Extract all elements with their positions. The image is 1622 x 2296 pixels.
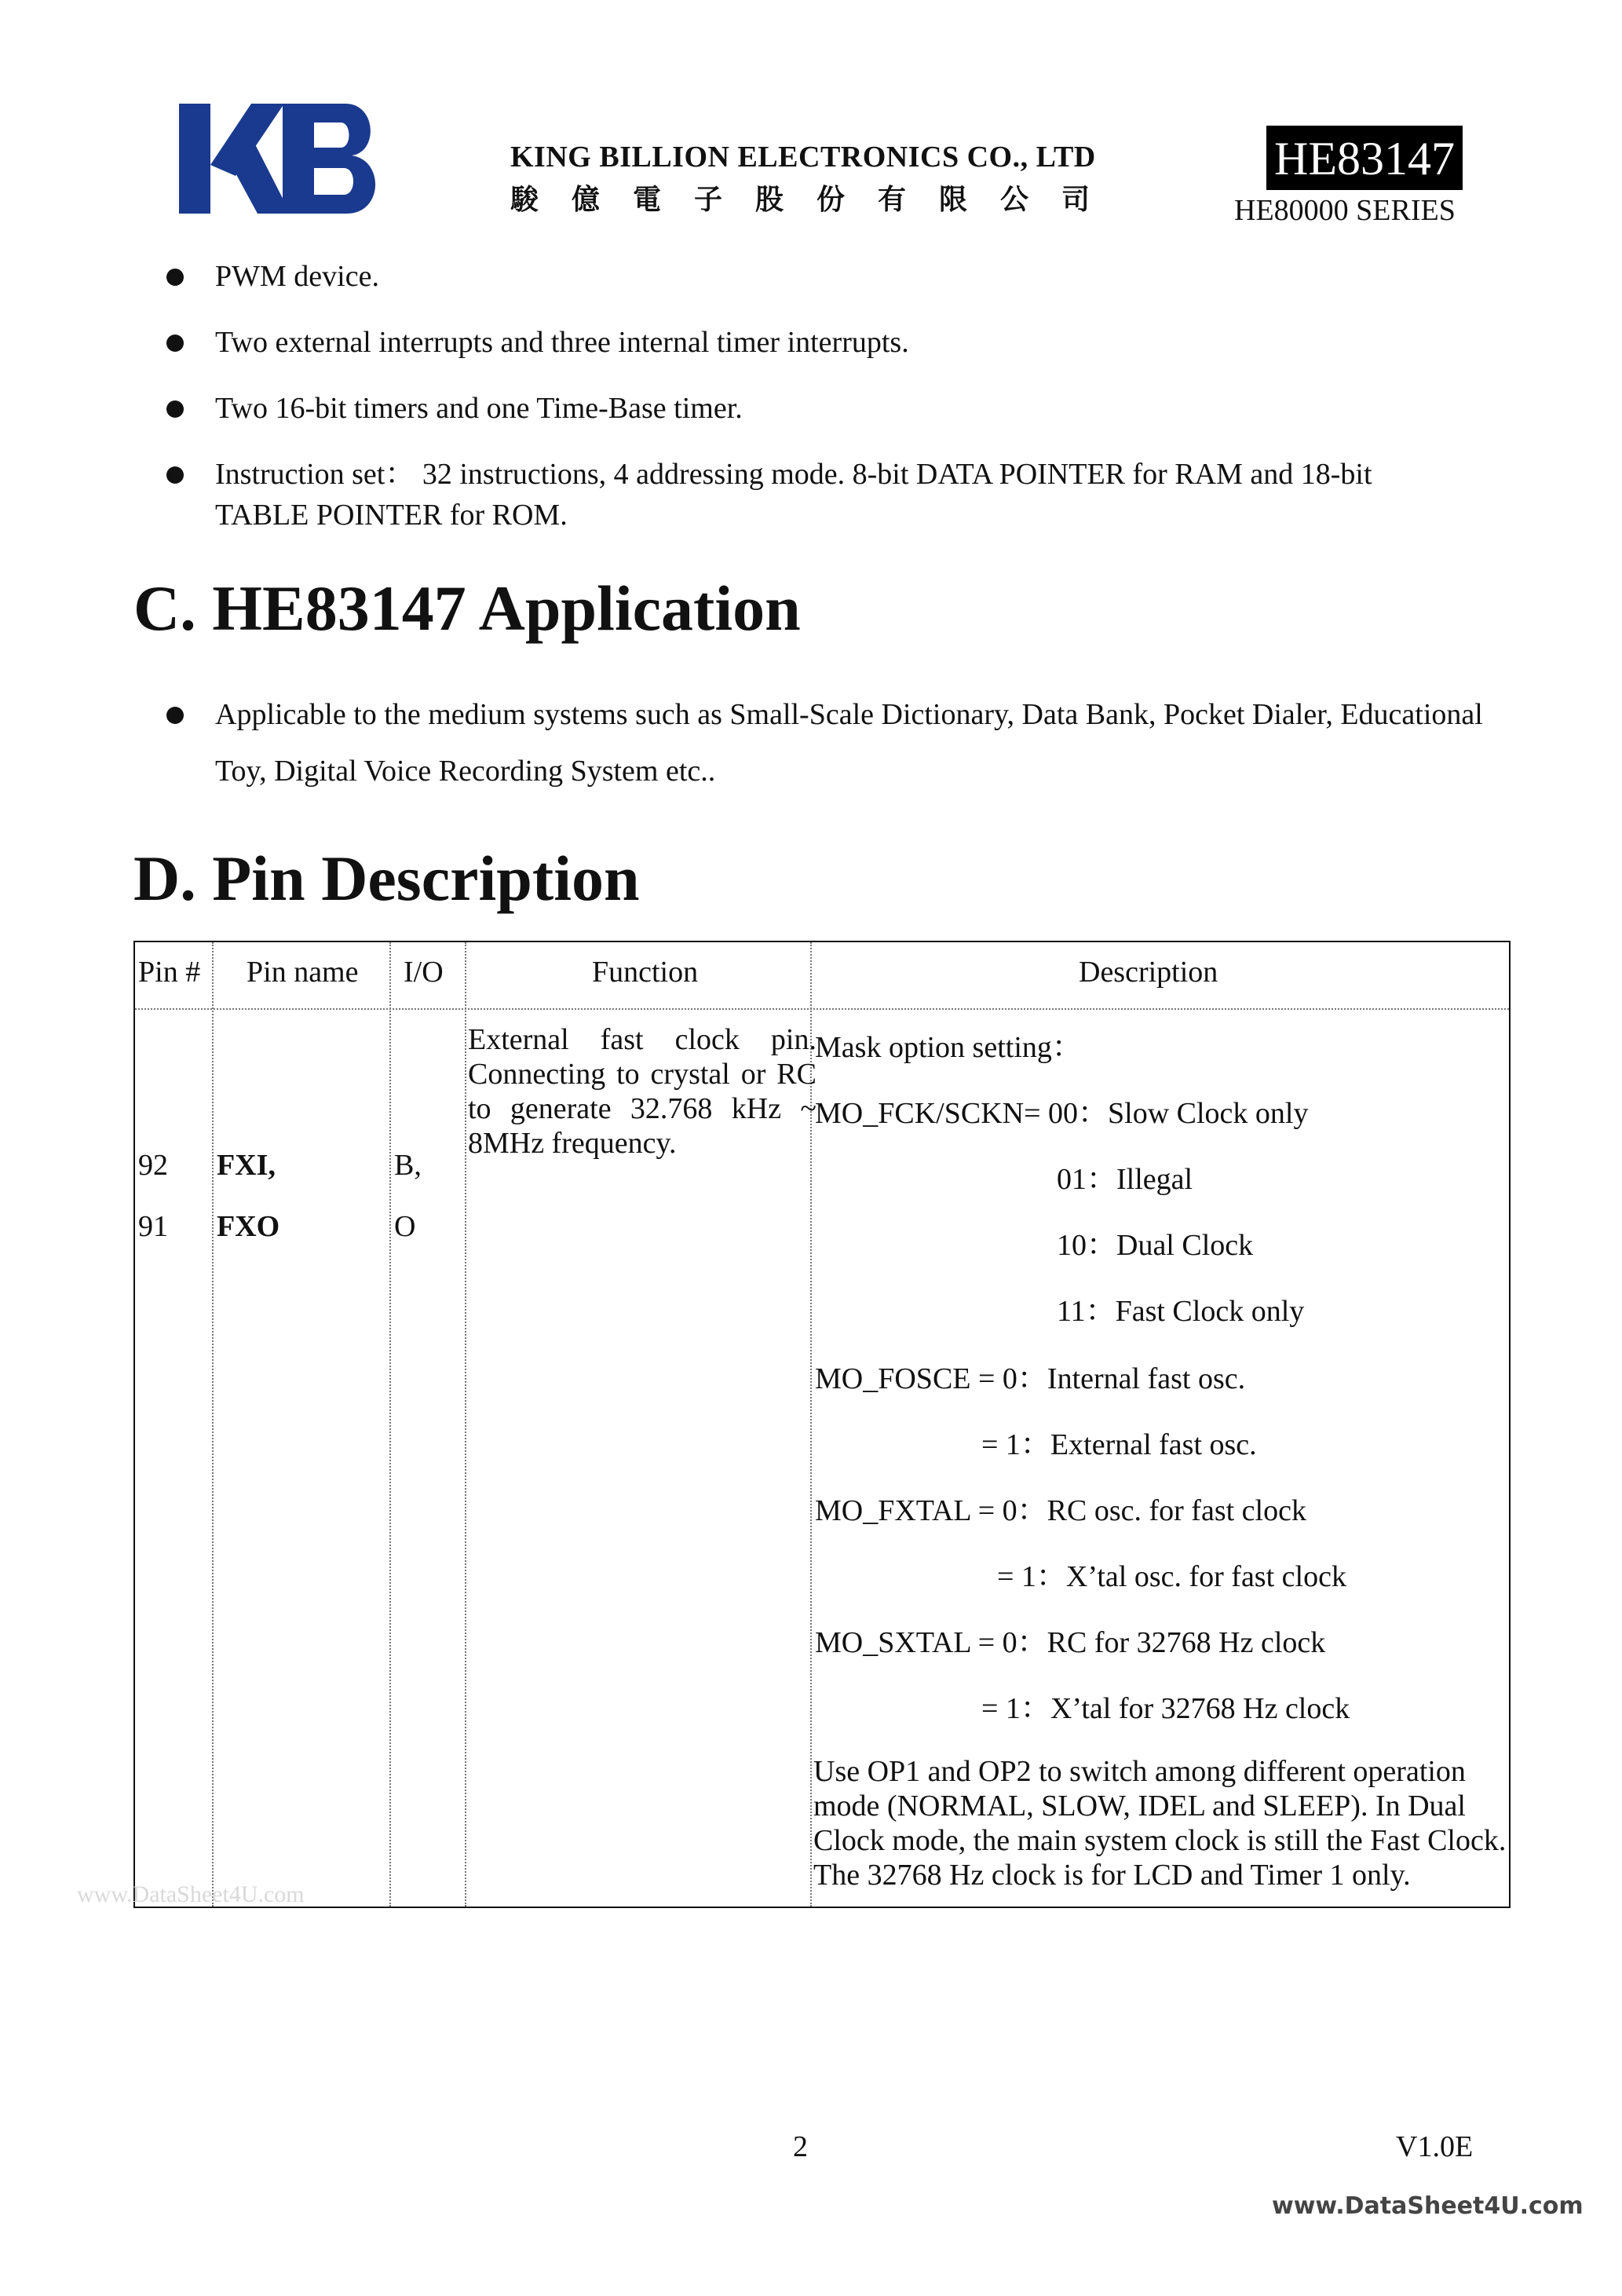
header-divider — [135, 1008, 1509, 1010]
bullet-icon — [166, 335, 184, 352]
pin-number: 91 — [138, 1210, 168, 1243]
section-heading-application: C. HE83147 Application — [133, 572, 801, 644]
description-line: MO_FCK/SCKN= 00：Slow Clock only — [815, 1097, 1309, 1130]
company-name-zh: 駿億電子股份有限公司 — [510, 184, 1123, 216]
bullet-icon — [166, 466, 184, 484]
bullet-text: Applicable to the medium systems such as Small-Scale Dictionary, Data Bank, Pocket Dialer, Educational Toy, Digital Voice Recording System etc.. — [215, 698, 1483, 788]
model-badge: HE83147 — [1266, 126, 1463, 190]
header-io: I/O — [404, 956, 444, 989]
version-label: V1.0E — [1396, 2130, 1474, 2163]
bullet-text: Instruction set： 32 instructions, 4 addressing mode. 8-bit DATA POINTER for RAM and 18-bit TABLE POINTER for ROM. — [215, 458, 1372, 532]
bullet-item — [163, 322, 1459, 363]
description-line: = 1：X’tal osc. for fast clock — [997, 1560, 1346, 1593]
column-divider — [465, 942, 466, 1907]
bullet-item — [163, 388, 1459, 429]
description-line: MO_SXTAL = 0：RC for 32768 Hz clock — [815, 1626, 1326, 1659]
bullet-item — [163, 256, 1459, 297]
company-name-en: KING BILLION ELECTRONICS CO., LTD — [510, 141, 1096, 174]
description-line: = 1：X’tal for 32768 Hz clock — [981, 1692, 1350, 1725]
pin-name: FXO — [217, 1210, 280, 1243]
bullet-item — [163, 454, 1396, 536]
description-line: 01：Illegal — [1057, 1163, 1193, 1196]
description-line: MO_FOSCE = 0：Internal fast osc. — [815, 1362, 1246, 1395]
bullet-text: PWM device. — [215, 260, 379, 293]
description-line: Mask option setting： — [815, 1031, 1082, 1064]
description-line: MO_FXTAL = 0：RC osc. for fast clock — [815, 1494, 1306, 1527]
section-heading-pin-description: D. Pin Description — [133, 843, 640, 914]
series-label: HE80000 SERIES — [1234, 194, 1456, 227]
bullet-icon — [166, 269, 184, 286]
pin-io: B, — [394, 1149, 422, 1182]
pin-name: FXI, — [217, 1149, 276, 1182]
description-line: 11：Fast Clock only — [1057, 1295, 1305, 1328]
description-line: 10：Dual Clock — [1057, 1229, 1254, 1262]
bullet-text: Two external interrupts and three internal timer interrupts. — [215, 326, 909, 359]
kb-logo-graphic — [179, 104, 385, 214]
kb-logo — [179, 104, 385, 214]
description-line: = 1：External fast osc. — [981, 1428, 1257, 1461]
pin-io: O — [394, 1210, 416, 1243]
bullet-text: Two 16-bit timers and one Time-Base timer. — [215, 392, 743, 425]
column-divider — [212, 942, 214, 1907]
header-description: Description — [1079, 956, 1218, 989]
description-note: Use OP1 and OP2 to switch among different operation mode (NORMAL, SLOW, IDEL and SLEEP). In Dual Clock mode, the main system clock is still the Fast Clock. The 32768 Hz clock is for LCD and Timer 1 only. — [813, 1755, 1507, 1892]
bullet-icon — [166, 707, 184, 724]
pin-description-table — [133, 941, 1511, 1908]
watermark-left: www.DataSheet4U.com — [77, 1881, 305, 1907]
header-pin: Pin # — [138, 956, 201, 989]
header-pin-name: Pin name — [247, 956, 359, 989]
bullet-icon — [166, 400, 184, 418]
bullet-item — [163, 686, 1498, 799]
watermark-right: www.DataSheet4U.com — [1272, 2192, 1584, 2220]
column-divider — [389, 942, 391, 1907]
header-function: Function — [592, 956, 699, 989]
pin-function: External fast clock pin. Connecting to crystal or RC to generate 32.768 kHz ~ 8MHz frequency. — [468, 1023, 816, 1160]
page-number: 2 — [793, 2130, 808, 2163]
pin-number: 92 — [138, 1149, 168, 1182]
